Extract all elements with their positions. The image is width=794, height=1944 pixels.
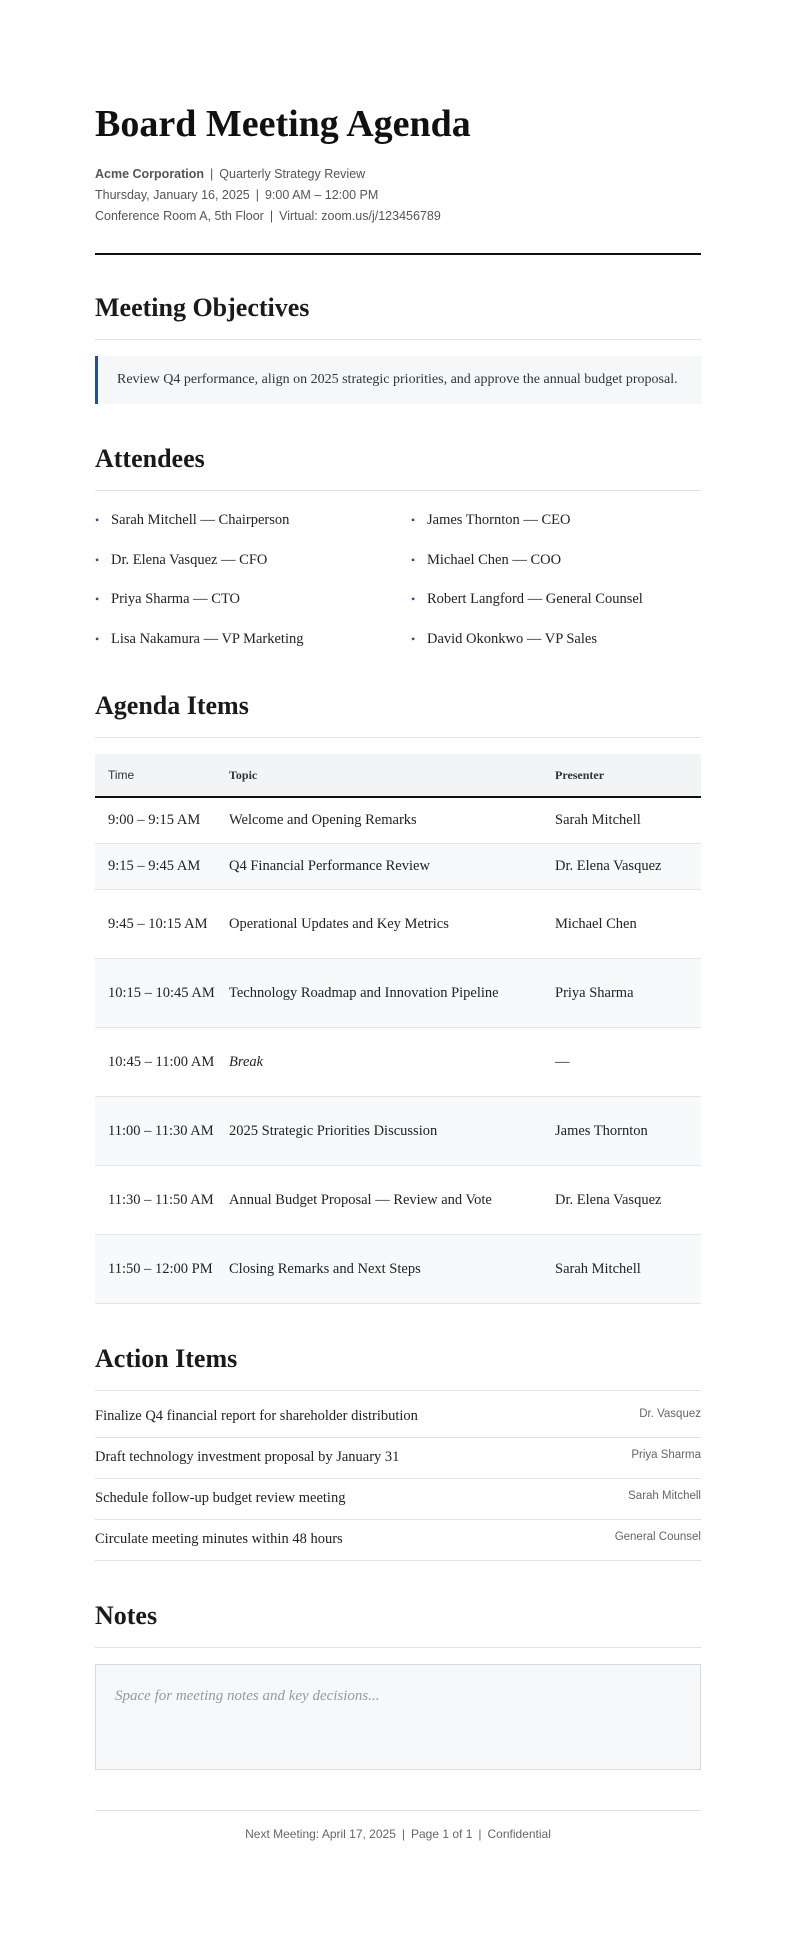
action-task: Draft technology investment proposal by January 31 <box>95 1449 400 1465</box>
bullet-icon: • <box>411 631 416 646</box>
column-header-presenter: Presenter <box>542 754 701 797</box>
action-item <box>95 1520 701 1561</box>
agenda-presenter: Michael Chen <box>542 890 701 959</box>
page-number: Page 1 of 1 <box>411 1827 473 1841</box>
agenda-heading: Agenda Items <box>95 691 249 720</box>
agenda-topic: Closing Remarks and Next Steps <box>216 1235 542 1304</box>
bullet-icon: • <box>95 552 100 567</box>
attendee-item: • Sarah Mitchell — Chairperson <box>95 512 290 528</box>
company-name: Acme Corporation <box>95 167 205 181</box>
bullet-icon: • <box>95 592 100 606</box>
agenda-topic: Annual Budget Proposal — Review and Vote <box>216 1166 542 1235</box>
virtual-link[interactable]: Virtual: zoom.us/j/123456789 <box>279 209 441 223</box>
agenda-presenter: — <box>542 1028 701 1097</box>
objectives-section <box>95 291 701 404</box>
notes-section <box>95 1599 701 1770</box>
agenda-topic: Technology Roadmap and Innovation Pipeline <box>216 959 542 1028</box>
attendee-item: • Robert Langford — General Counsel <box>411 591 643 607</box>
agenda-section <box>95 689 701 1304</box>
agenda-topic: Break <box>216 1028 542 1097</box>
agenda-presenter: Dr. Elena Vasquez <box>542 844 701 890</box>
attendee-item: • Lisa Nakamura — VP Marketing <box>95 630 304 647</box>
objectives-heading: Meeting Objectives <box>95 293 310 322</box>
section-divider <box>95 737 701 738</box>
agenda-time: 11:50 – 12:00 PM <box>95 1235 216 1304</box>
table-row <box>95 844 701 890</box>
agenda-presenter: Sarah Mitchell <box>542 1235 701 1304</box>
action-task: Circulate meeting minutes within 48 hours <box>95 1531 343 1547</box>
action-owner: Priya Sharma <box>631 1449 701 1461</box>
page-footer: Next Meeting: April 17, 2025 | Page 1 of 1 | Confidential <box>95 1810 701 1841</box>
table-row <box>95 797 701 844</box>
action-items-section <box>95 1342 701 1561</box>
attendee-item: • James Thornton — CEO <box>411 512 571 528</box>
table-row <box>95 890 701 959</box>
meeting-location: Conference Room A, 5th Floor <box>95 209 264 223</box>
table-row <box>95 1097 701 1166</box>
action-item <box>95 1438 701 1479</box>
meta-line-org: Acme Corporation | Quarterly Strategy Review <box>95 167 366 181</box>
agenda-presenter: Priya Sharma <box>542 959 701 1028</box>
meta-line-location: Conference Room A, 5th Floor | Virtual: zoom.us/j/123456789 <box>95 209 441 223</box>
agenda-time: 11:30 – 11:50 AM <box>95 1166 216 1235</box>
agenda-time: 9:15 – 9:45 AM <box>95 844 216 890</box>
attendee-item: • Michael Chen — COO <box>411 551 562 568</box>
agenda-presenter: Dr. Elena Vasquez <box>542 1166 701 1235</box>
agenda-time: 9:00 – 9:15 AM <box>95 797 216 844</box>
action-owner: Dr. Vasquez <box>639 1408 701 1420</box>
column-header-topic: Topic <box>216 754 542 797</box>
agenda-topic: Q4 Financial Performance Review <box>216 844 542 890</box>
table-row <box>95 1166 701 1235</box>
action-owner: Sarah Mitchell <box>628 1490 701 1502</box>
attendee-item: • Priya Sharma — CTO <box>95 591 241 607</box>
bullet-icon: • <box>411 592 416 606</box>
meeting-type: Quarterly Strategy Review <box>219 167 366 181</box>
agenda-presenter: Sarah Mitchell <box>542 797 701 844</box>
confidential-label: Confidential <box>487 1827 551 1841</box>
meta-line-datetime: Thursday, January 16, 2025 | 9:00 AM – 12:00 PM <box>95 188 379 202</box>
notes-placeholder: Space for meeting notes and key decisions... <box>115 1688 380 1704</box>
table-row <box>95 1028 701 1097</box>
table-row <box>95 1235 701 1304</box>
action-item <box>95 1397 701 1438</box>
title-divider <box>95 253 701 255</box>
objectives-callout: Review Q4 performance, align on 2025 strategic priorities, and approve the annual budget proposal. <box>95 356 701 404</box>
section-divider <box>95 339 701 340</box>
meeting-time: 9:00 AM – 12:00 PM <box>264 188 379 202</box>
action-task: Finalize Q4 financial report for shareholder distribution <box>95 1408 418 1424</box>
agenda-time: 11:00 – 11:30 AM <box>95 1097 216 1166</box>
agenda-time: 9:45 – 10:15 AM <box>95 890 216 959</box>
agenda-topic: Operational Updates and Key Metrics <box>216 890 542 959</box>
attendees-section <box>95 442 701 669</box>
action-owner: General Counsel <box>614 1531 701 1543</box>
action-items-heading: Action Items <box>95 1344 238 1373</box>
page-title: Board Meeting Agenda <box>95 103 471 145</box>
next-meeting: Next Meeting: April 17, 2025 <box>245 1827 396 1841</box>
bullet-icon: • <box>411 552 416 567</box>
section-divider <box>95 490 701 491</box>
agenda-document <box>95 0 701 1841</box>
bullet-icon: • <box>95 631 100 646</box>
notes-area[interactable] <box>95 1664 701 1770</box>
agenda-topic: 2025 Strategic Priorities Discussion <box>216 1097 542 1166</box>
agenda-time: 10:45 – 11:00 AM <box>95 1028 216 1097</box>
section-divider <box>95 1390 701 1391</box>
agenda-table <box>95 754 701 1304</box>
attendee-list <box>95 511 701 669</box>
attendees-heading: Attendees <box>95 444 205 473</box>
bullet-icon: • <box>95 513 100 527</box>
bullet-icon: • <box>411 513 416 527</box>
section-divider <box>95 1647 701 1648</box>
meeting-date: Thursday, January 16, 2025 <box>95 188 250 202</box>
table-row <box>95 959 701 1028</box>
agenda-presenter: James Thornton <box>542 1097 701 1166</box>
agenda-topic: Welcome and Opening Remarks <box>216 797 542 844</box>
notes-heading: Notes <box>95 1601 158 1630</box>
meeting-meta <box>95 164 701 227</box>
agenda-time: 10:15 – 10:45 AM <box>95 959 216 1028</box>
attendee-item: • Dr. Elena Vasquez — CFO <box>95 551 268 568</box>
attendee-item: • David Okonkwo — VP Sales <box>411 630 597 647</box>
action-task: Schedule follow-up budget review meeting <box>95 1490 346 1506</box>
column-header-time: Time <box>95 754 216 797</box>
action-item <box>95 1479 701 1520</box>
table-header-row <box>95 754 701 797</box>
